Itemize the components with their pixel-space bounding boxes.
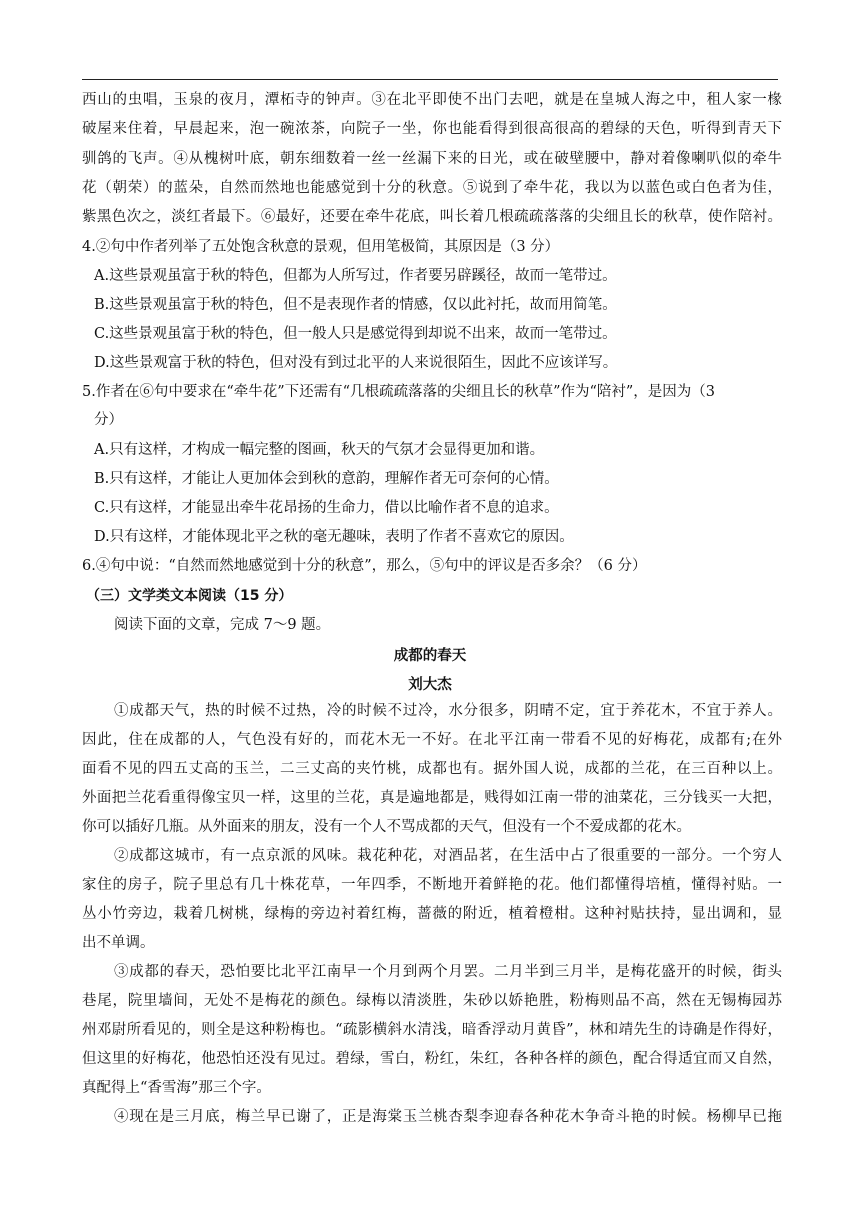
passage-line: 紫黑色次之，淡红者最下。⑥最好，还要在牵牛花底，叫长着几根疏疏落落的尖细且长的秋草，使作陪衬。 [82,209,782,225]
question-5-option-d: D.只有这样，才能体现北平之秋的毫无趣味，表明了作者不喜欢它的原因。 [94,529,574,545]
question-4-option-a: A.这些景观虽富于秋的特色，但都为人所写过，作者要另辟蹊径，故而一笔带过。 [94,268,617,284]
passage-line: 西山的虫唱，玉泉的夜月，潭柘寺的钟声。③在北平即使不出门去吧，就是在皇城人海之中，租人家一椽 [82,92,782,108]
article-author: 刘大杰 [408,677,452,693]
question-6-stem: 6.④句中说：“自然而然地感觉到十分的秋意”，那么，⑤句中的评议是否多余？（6 分） [82,558,647,574]
section-instruction: 阅读下面的文章，完成 7～9 题。 [114,617,331,633]
article-line: ③成都的春天，恐怕要比北平江南早一个月到两个月罢。二月半到三月半，是梅花盛开的时候，街头 [114,964,782,980]
article-title: 成都的春天 [393,648,467,664]
article-line: 州邓尉所看见的，则全是这种粉梅也。“疏影横斜水清浅，暗香浮动月黄昏”，林和靖先生的诗确是作得好， [82,1022,782,1038]
passage-line: 破屋来住着，早晨起来，泡一碗浓茶，向院子一坐，你也能看得到很高很高的碧绿的天色，听得到青天下 [82,121,782,137]
article-line: 家住的房子，院子里总有几十株花草，一年四季，不断地开着鲜艳的花。他们都懂得培植，懂得衬贴。一 [82,877,782,893]
article-line: 但这里的好梅花，他恐怕还没有见过。碧绿，雪白，粉红，朱红，各种各样的颜色，配合得适宜而又自然， [82,1051,782,1067]
article-line: 出不单调。 [82,935,155,951]
question-4-option-b: B.这些景观虽富于秋的特色，但不是表现作者的情感，仅以此衬托，故而用简笔。 [94,297,617,313]
article-line: 因此，住在成都的人，气色没有好的，而花木无一不好。在北平江南一带看不见的好梅花，成都有;在外 [82,732,782,748]
article-line: ④现在是三月底，梅兰早已谢了，正是海棠玉兰桃杏梨李迎春各种花木争奇斗艳的时候。杨柳早已拖 [114,1109,782,1125]
question-5-option-a: A.只有这样，才构成一幅完整的图画，秋天的气氛才会显得更加和谐。 [94,442,545,458]
article-line: 你可以插好几瓶。从外面来的朋友，没有一个人不骂成都的天气，但没有一个不爱成都的花木。 [82,819,691,835]
article-line: 真配得上“香雪海”那三个字。 [82,1080,271,1096]
question-4-stem: 4.②句中作者列举了五处饱含秋意的景观，但用笔极简，其原因是（3 分） [82,239,560,255]
article-line: 面看不见的四五丈高的玉兰，二三丈高的夹竹桃，成都也有。据外国人说，成都的兰花，在三百种以上。 [82,761,782,777]
section-heading: （三）文学类文本阅读（15 分） [86,588,293,604]
question-5-option-b: B.只有这样，才能让人更加体会到秋的意韵，理解作者无可奈何的心情。 [94,471,559,487]
header-rule [82,79,778,80]
article-line: ②成都这城市，有一点京派的风味。栽花种花，对酒品茗，在生活中占了很重要的一部分。一个穷人 [114,848,782,864]
article-line: 外面把兰花看重得像宝贝一样，这里的兰花，真是遍地都是，贱得如江南一带的油菜花，三分钱买一大把， [82,790,782,806]
question-4-option-d: D.这些景观富于秋的特色，但对没有到过北平的人来说很陌生，因此不应该详写。 [94,355,618,371]
article-line: 巷尾，院里墙间，无处不是梅花的颜色。绿梅以清淡胜，朱砂以娇艳胜，粉梅则品不高，然在无锡梅园苏 [82,993,782,1009]
question-5-stem-continued: 分） [94,412,123,428]
passage-line: 驯鸽的飞声。④从槐树叶底，朝东细数着一丝一丝漏下来的日光，或在破壁腰中，静对着像喇叭似的牵牛 [82,151,782,167]
article-line: ①成都天气，热的时候不过热，冷的时候不过冷，水分很多，阴晴不定，宜于养花木，不宜于养人。 [114,703,782,719]
question-5-stem: 5.作者在⑥句中要求在“牵牛花”下还需有“几根疏疏落落的尖细且长的秋草”作为“陪衬”，是因为（3 [82,384,716,400]
question-4-option-c: C.这些景观虽富于秋的特色，但一般人只是感觉得到却说不出来，故而一笔带过。 [94,326,617,342]
passage-line: 花（朝荣）的蓝朵，自然而然地也能感觉到十分的秋意。⑤说到了牵牛花，我以为以蓝色或白色者为佳， [82,180,782,196]
question-5-option-c: C.只有这样，才能显出牵牛花昂扬的生命力，借以比喻作者不息的追求。 [94,500,559,516]
article-line: 丛小竹旁边，栽着几树桃，绿梅的旁边衬着红梅，蔷薇的附近，植着橙柑。这种衬贴扶持，显出调和，显 [82,906,782,922]
